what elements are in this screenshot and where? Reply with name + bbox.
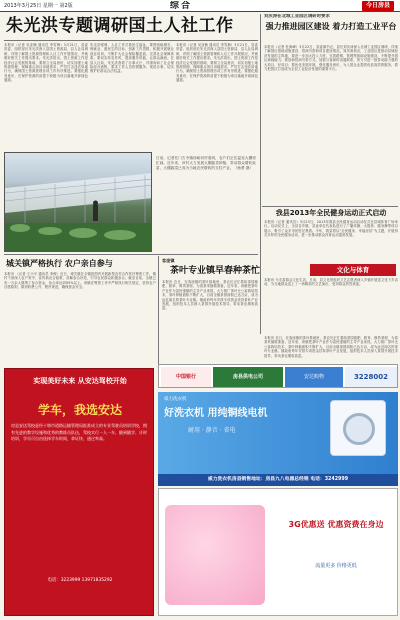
divider <box>4 40 258 41</box>
ad-phone: 3228002 <box>345 367 397 387</box>
tea-body-cont: 本报讯 近日，在客座镇的茶叶基地里，茶农们正忙着给茶园施肥、除草、修剪茶树，为春茶采摘做准备。近年来，该镇把茶叶产业作为富民强镇的主导产业来抓，大力推广茶叶无公害栽培技术，茶叶种植面积不断扩大，目前全镇茶园面积已达万亩，成为远近闻名的茶叶专业镇。镇政府每年安排专项资金扶持茶叶产业发展，组织技术人员深入茶园开展技术指导，带动茶农增收致富。 <box>264 336 398 358</box>
tea-body: 本报讯 近日，在客座镇的茶叶基地里，茶农们正忙着给茶园施肥、除草、修剪茶树，为春茶采摘做准备。近年来，该镇把茶叶产业作为富民强镇的主导产业来抓，大力推广茶叶无公害栽培技术，茶叶种植面积不断扩大，目前全镇茶园面积已达万亩，成为远近闻名的茶叶专业镇。镇政府每年安排专项资金扶持茶叶产业发展，组织技术人员深入茶园开展技术指导，带动茶农增收致富。 <box>162 280 258 311</box>
mobile-ad-subline: 流量更多 价格更低 <box>315 563 357 569</box>
mobile-ad <box>158 488 398 616</box>
fitness-body: 本报讯（记者 通讯员）3月23日，2013年我县全民健身运动启动仪式在县城体育广场举行。启动仪式上，全县各乡镇、县直单位代表队进行了广播体操、太极拳、健身舞等项目展示，吸引了众多市民驻足观看。今年，我县将以“全民健身、幸福房县”为主题，开展形式多样的全民健身活动，进一步推动群众体育运动蓬勃发展。 <box>264 220 398 238</box>
washer-subline: 耐用 · 静音 · 省电 <box>188 427 236 434</box>
tea-kicker: 客座镇 <box>162 258 175 263</box>
greenhouse-illustration <box>5 153 152 252</box>
fitness-headline: 我县2013年全民健身运动正式启动 <box>275 209 387 217</box>
section-title: 综合 <box>170 1 193 11</box>
column-divider <box>260 14 261 334</box>
washer-door-icon <box>343 413 375 445</box>
town-headline: 城关镇严格执行 农户亲自参与 <box>6 259 113 268</box>
photo-caption: 日前，记者在门古寺镇西峪河村看到，农户们正在温室大棚里忙碌。近年来，该村大力发展大棚蔬菜种植，带动群众增收致富，大棚蔬菜已成为当地农民增收的支柱产业。（杨勇 摄） <box>156 156 256 170</box>
right-headline: 强力推进园区建设 着力打造工业平台 <box>265 22 397 31</box>
right-body: 本报讯（记者 杜海峰）3月22日，县委副书记、县长刘庆涛深入北城工业园区调研，详细了解园区基础设施建设、招商引资和项目建设情况。刘庆涛指出，工业园区是推动县域经济发展的主阵地，要进一步加大投入力度，完善路网、管网等基础设施建设，不断提升园区承载能力；要创新招商引资方式，加强与客商的沟通联系，努力引进一批带动能力强的大项目、好项目；要优化发展环境，强化服务意识，为入园企业提供优质高效的服务，着力把园区打造成为全县工业经济发展的重要平台。 <box>264 45 398 72</box>
washer-headline: 好洗衣机 用纯铜线电机 <box>164 408 268 419</box>
right-kicker: 刘庆涛在北城工业园区调研时要求 <box>264 14 330 19</box>
column-divider <box>158 256 159 364</box>
lead-body-col1: 本报讯（记者 吴亚楠 通讯员 李雪梅）3月21日，县委常委、组织部长朱光洪深入县国土资源局、县人社局调研，详细了解国土资源管理和人社工作开展情况，并就做好相关工作提出要求。朱光洪指出，国土资源工作是经济社会发展的基础，要树立全局意识，切实加强土地资源管理，保障重点项目用地需求，严厉打击违法用地行为，确保国土资源管理各项工作有序推进。要强化服务意识，在保护资源的前提下积极为项目落地开辟绿色通道。 <box>4 43 88 83</box>
greenhouse-photo <box>4 152 152 252</box>
lead-body-col3: 本报讯（记者 吴亚楠 通讯员 李雪梅）3月21日，县委常委、组织部长朱光洪深入县国土资源局、县人社局调研，详细了解国土资源管理和人社工作开展情况，并就做好相关工作提出要求。朱光洪指出，国土资源工作是经济社会发展的基础，要树立全局意识，切实加强土地资源管理，保障重点项目用地需求，严厉打击违法用地行为，确保国土资源管理各项工作有序推进。要强化服务意识，在保护资源的前提下积极为项目落地开辟绿色通道。 <box>176 43 258 83</box>
mobile-ad-headline: 3G优惠送 优惠资费在身边 <box>288 520 384 529</box>
shopping-ad: 安达购物 <box>285 367 343 387</box>
driving-ad-slogan: 实现美好未来 从安达驾校开始 <box>33 377 127 385</box>
lead-body-col2: 朱光洪强调，人社工作关系民生福祉，要围绕稳增长、保就业、惠民生的目标，创新工作思路，积极开展就业创业培训，不断扩大社会保险覆盖面，完善社会保障体系。要切实转变作风，提高服务效能，让群众满意。在县人社局，朱光洪查看了办事大厅，详细询问了社会保险经办流程，要求工作人员热情服务、规范办事，切实维护好群众合法权益。 <box>90 43 174 74</box>
washer-contact-bar: 威力洗衣机房县销售地址：房县九八电器总经销 电话：3242999 <box>158 474 398 486</box>
driving-ad-phone: 电话：3223999 13971835292 <box>47 578 113 583</box>
power-company-ad: 房县供电公司 <box>213 367 283 387</box>
washer-ad <box>158 392 398 474</box>
driving-ad-headline: 学车，我选安达 <box>37 403 122 417</box>
mobile-ad-photo <box>165 505 265 605</box>
divider <box>4 254 258 255</box>
divider <box>262 206 398 207</box>
bank-ad: 中国银行 <box>161 367 211 387</box>
town-body: 本报讯 （记者 王小平 通讯员 李俊）近日，城关镇在全镇范围内开展新型农村合作医疗筹资工作，镇村干部深入农户家中，宣传新农合政策，讲解参合好处，引导农民群众积极参合。截至目前，全镇已有一万余人缴纳了参合资金，参合率达到95%以上。该镇在筹资工作中严格执行相关规定，坚持农户自愿原则，做到收费公开、程序规范，确保资金安全。 <box>4 272 156 290</box>
culture-sports-banner: 文化与体育 <box>310 264 396 276</box>
driving-school-ad <box>4 368 154 616</box>
date-line: 2013年3月25日 星期一 第2版 <box>4 3 73 9</box>
newspaper-logo: 今日房县 <box>362 1 394 11</box>
lead-title: 朱光洪专题调研国土人社工作 <box>6 16 234 36</box>
washer-brand: 威力洗衣机 <box>164 397 187 402</box>
tea-headline: 茶叶专业镇早春种茶忙 <box>170 266 260 276</box>
driving-ad-body: 房县安达驾校是经十堰市道路运输管理局批准成立的专业驾驶员培训学校，拥有先进的教学设施和优秀的教练员队伍，驾校实行一人一车、随到随学、计时培训，学员可自由选择学车时间，拿证快、通过率高。 <box>11 423 147 441</box>
washer-machine-image <box>330 400 386 456</box>
ad-strip <box>158 364 398 388</box>
culture-body: 本报讯 为丰富群众文化生活，日前，县文化馆组织文艺志愿者深入乡镇开展送文化下乡活动，为当地群众送上了一场精彩的文艺演出，受到群众热烈欢迎。 <box>264 278 398 287</box>
